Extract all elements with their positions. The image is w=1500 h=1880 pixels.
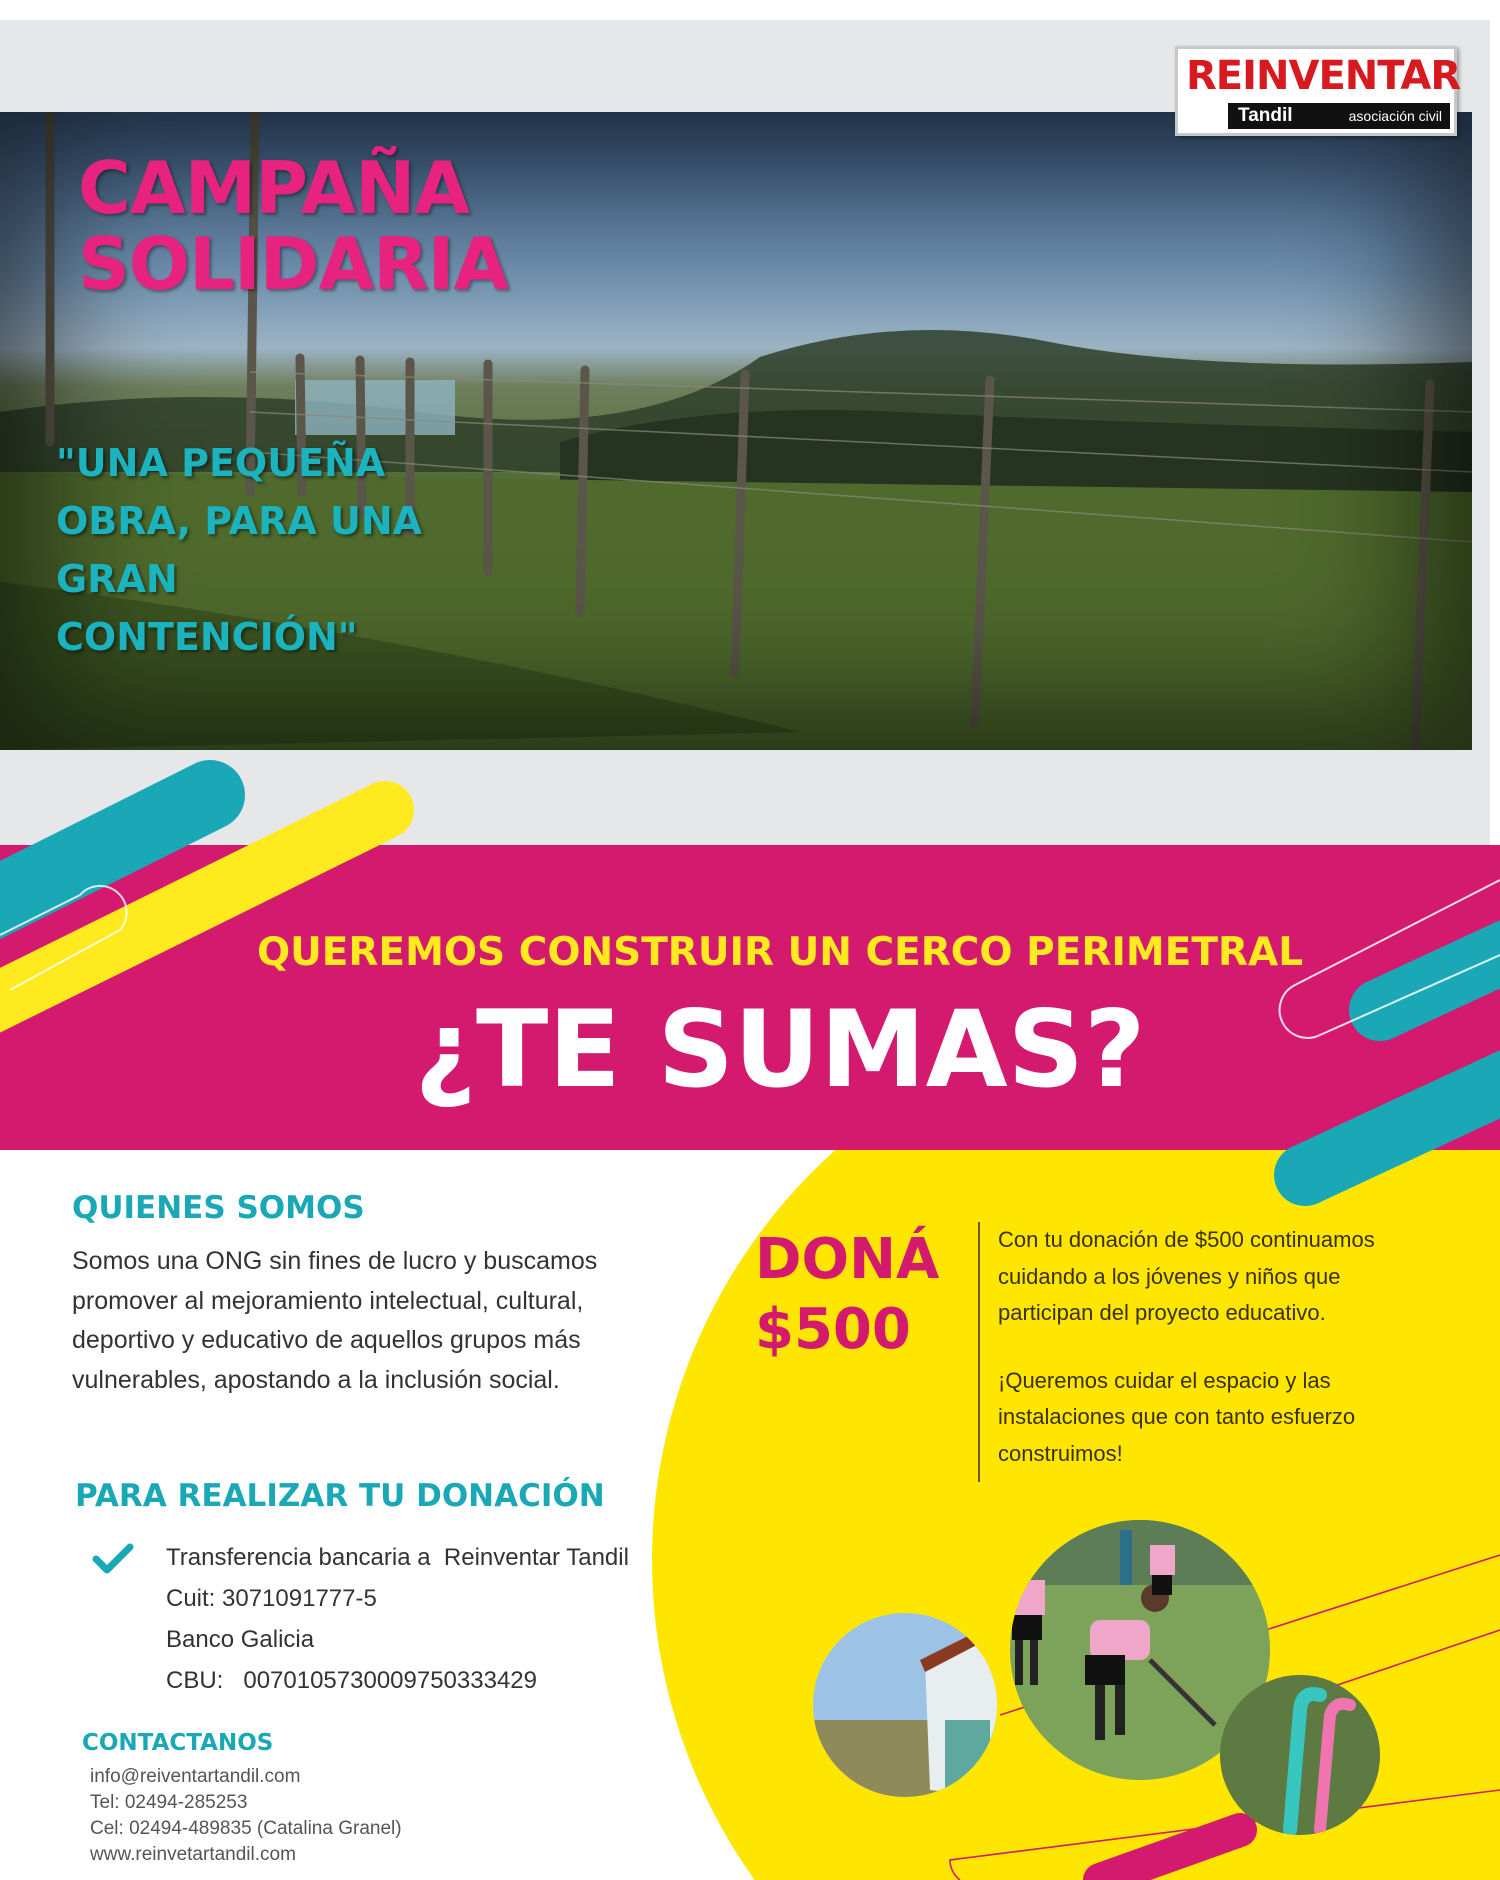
logo-org-type: asociación civil — [1348, 108, 1442, 124]
contact-phone[interactable]: Tel: 02494-285253 — [90, 1792, 248, 1813]
title-line-2: SOLIDARIA — [78, 222, 509, 306]
about-text: Somos una ONG sin fines de lucro y buscamos promover al mejoramiento intelectual, cultural, deportivo y educativo de aquellos grupos más vulnerables, apostando a la inclusión social. — [72, 1247, 598, 1394]
quote-line-4: CONTENCIÓN" — [56, 615, 358, 659]
donation-text-1: Con tu donación de $500 continuamos cuidando a los jóvenes y niños que participan del proyecto educativo. — [998, 1227, 1375, 1325]
quote-line-1: "UNA PEQUEÑA — [56, 441, 386, 485]
contact-website[interactable]: www.reinvetartandil.com — [90, 1844, 296, 1865]
bank-cbu: CBU: 0070105730009750333429 — [166, 1667, 537, 1694]
quote-line-2: OBRA, PARA UNA — [56, 499, 423, 543]
band-heading: QUEREMOS CONSTRUIR UN CERCO PERIMETRAL — [256, 930, 1304, 975]
donation-heading: PARA REALIZAR TU DONACIÓN — [75, 1478, 605, 1514]
contact-cell[interactable]: Cel: 02494-489835 (Catalina Granel) — [90, 1818, 402, 1839]
bank-name: Banco Galicia — [166, 1626, 315, 1653]
donate-amount: $500 — [755, 1297, 911, 1362]
logo-wordmark: REINVENTAR — [1186, 53, 1461, 99]
bank-transfer-line: Transferencia bancaria a Reinventar Tandil — [166, 1544, 629, 1571]
donation-text-2: ¡Queremos cuidar el espacio y las instalaciones que con tanto esfuerzo construimos! — [998, 1367, 1356, 1466]
about-heading: QUIENES SOMOS — [72, 1190, 365, 1226]
title-line-1: CAMPAÑA — [78, 146, 470, 230]
quote-line-3: GRAN — [56, 557, 178, 601]
donate-label: DONÁ — [755, 1227, 940, 1292]
contact-email[interactable]: info@reiventartandil.com — [90, 1766, 301, 1787]
contact-heading: CONTACTANOS — [82, 1730, 274, 1756]
logo-city: Tandil — [1238, 105, 1293, 126]
bank-cuit: Cuit: 3071091777-5 — [166, 1585, 377, 1612]
clubhouse-photo — [800, 1600, 1020, 1820]
band-question: ¿TE SUMAS? — [414, 988, 1146, 1111]
